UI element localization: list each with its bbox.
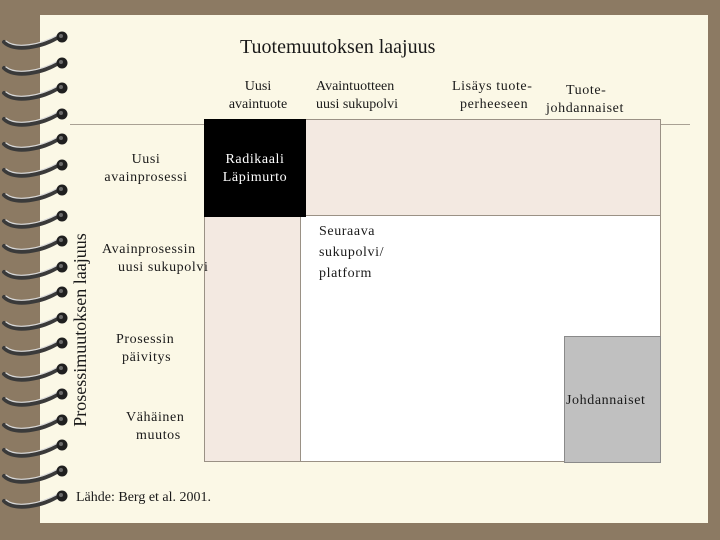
next-generation-platform-label: Seuraava sukupolvi/ platform [319, 224, 385, 281]
binding-ring [0, 207, 72, 229]
binding-ring [0, 130, 72, 152]
new-key-product-column-band [204, 216, 301, 462]
row-header-process-update: Prosessin päivitys [116, 332, 175, 365]
binding-ring [0, 54, 72, 76]
y-axis-title: Prosessimuutoksen laajuus [70, 233, 90, 427]
radical-breakthrough-label: Radikaali Läpimurto [222, 152, 288, 185]
binding-ring [0, 360, 72, 382]
row-header-minor-change: Vähäinen muutos [126, 410, 185, 443]
diagram-title: Tuotemuutoksen laajuus [240, 36, 436, 58]
binding-ring [0, 232, 72, 254]
binding-ring [0, 385, 72, 407]
binding-ring [0, 258, 72, 280]
binding-ring [0, 28, 72, 50]
row-header-key-process-new-generation: Avainprosessin uusi sukupolvi [102, 242, 209, 275]
binding-ring [0, 487, 72, 509]
binding-ring [0, 436, 72, 458]
column-header-product-derivatives: Tuote- johdannaiset [546, 83, 624, 116]
binding-ring [0, 309, 72, 331]
binding-ring [0, 283, 72, 305]
source-citation: Lähde: Berg et al. 2001. [76, 490, 212, 505]
row-header-new-key-process: Uusi avainprosessi [104, 152, 188, 185]
binding-ring [0, 181, 72, 203]
binding-ring [0, 334, 72, 356]
binding-ring [0, 105, 72, 127]
binding-ring [0, 79, 72, 101]
column-header-product-family-addition: Lisäys tuote- perheeseen [452, 79, 533, 112]
binding-ring [0, 411, 72, 433]
column-header-new-key-product: Uusi avaintuote [228, 79, 288, 112]
binding-ring [0, 156, 72, 178]
derivatives-label: Johdannaiset [566, 393, 646, 408]
binding-ring [0, 462, 72, 484]
column-header-key-product-new-generation: Avaintuotteen uusi sukupolvi [316, 79, 399, 112]
